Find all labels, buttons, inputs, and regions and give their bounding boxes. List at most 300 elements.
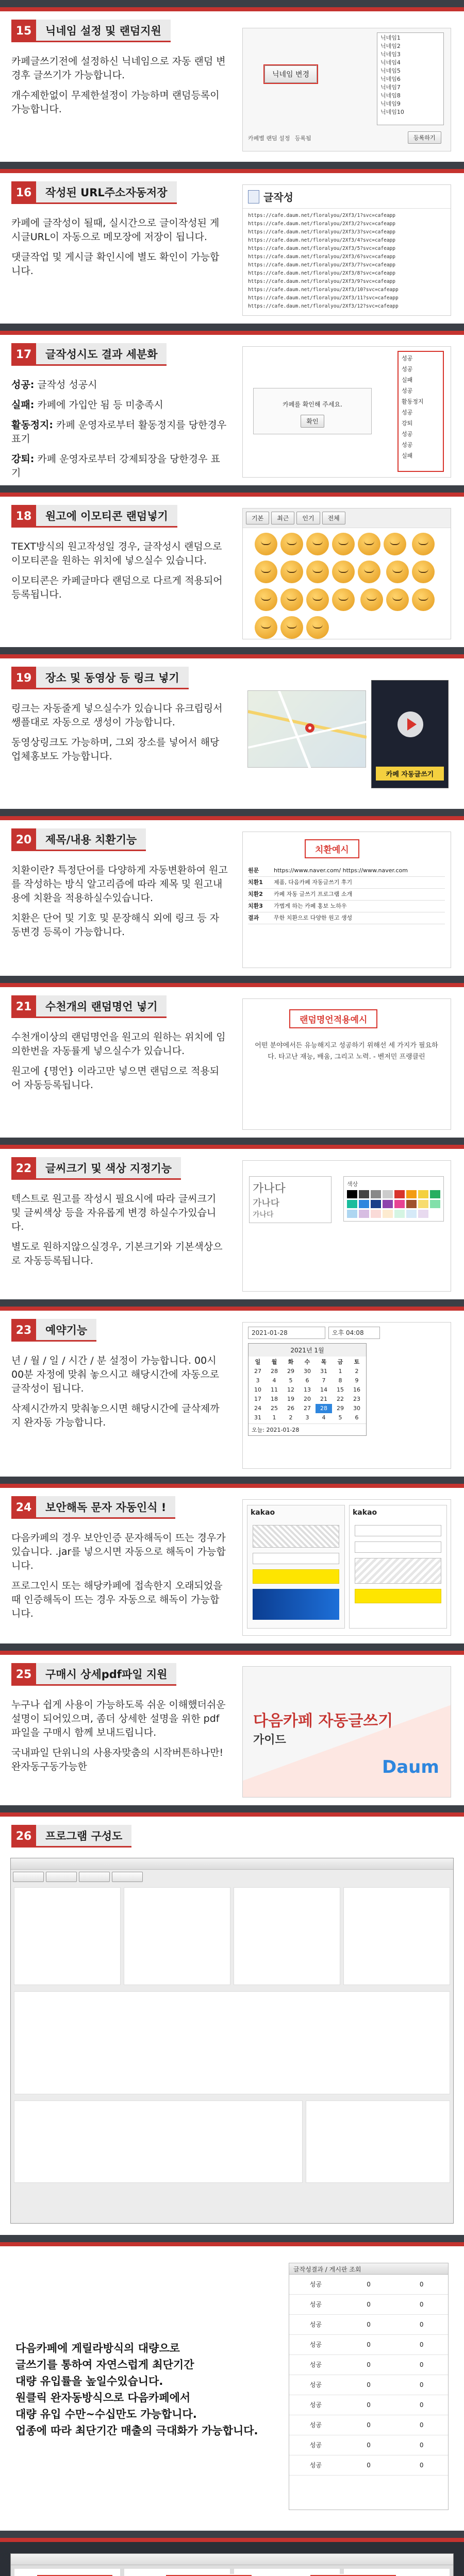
calendar-day[interactable]: 23	[353, 1396, 360, 1402]
table-cell: 성공	[309, 2442, 322, 2449]
calendar-day[interactable]: 18	[271, 1396, 278, 1402]
result-line: 활동정지: 카페 운영자로부터 활동정지를 당한경우 표기	[11, 419, 227, 445]
color-swatch[interactable]	[430, 1190, 440, 1198]
color-swatch[interactable]	[383, 1190, 393, 1198]
captcha-window-right	[349, 1505, 447, 1629]
list-item[interactable]: 닉네임9	[380, 100, 401, 107]
video-thumbnail[interactable]	[371, 680, 449, 788]
promo-text	[15, 2340, 273, 2439]
emoticon-icon[interactable]	[255, 616, 277, 639]
emoticon-tab[interactable]: 전체	[322, 512, 345, 524]
emoticon-icon[interactable]	[386, 588, 409, 611]
calendar-day[interactable]: 12	[287, 1386, 294, 1393]
url-save-screenshot	[242, 184, 451, 316]
section-title: 닉네임 설정 및 랜덤지원	[36, 20, 171, 42]
list-item[interactable]: 닉네임3	[380, 51, 401, 58]
desc-paragraph: 원고에 {명언} 이라고만 넣으면 랜덤으로 적용되어 자동등록됩니다.	[11, 1065, 220, 1091]
section-description	[11, 55, 228, 123]
result-cell: 강퇴	[402, 420, 413, 427]
table-cell: 0	[419, 2401, 424, 2409]
table-cell: 0	[419, 2301, 424, 2308]
desc-paragraph: 댓글작업 및 게시글 확인시에 별도 확인이 가능합니다.	[11, 251, 220, 277]
section-separator	[0, 2235, 464, 2242]
section-25	[0, 1651, 464, 1805]
video-caption: 카페 자동글쓰기	[376, 767, 444, 781]
result-cell: 실패	[402, 452, 413, 459]
section-separator	[0, 1643, 464, 1651]
toolbar-button[interactable]	[13, 1872, 44, 1882]
desc-paragraph: 치환은 단어 및 기호 및 문장해식 외에 링크 등 자동변경 등록이 가능합니다.	[11, 912, 220, 938]
table-cell: 0	[367, 2341, 371, 2348]
section-separator	[0, 324, 464, 331]
color-swatch[interactable]	[359, 1190, 369, 1198]
section-header	[11, 181, 177, 204]
result-table-title: 글작성결과 / 게시판 조회	[289, 2263, 448, 2275]
alert-message: 카페를 확인해 주세요.	[283, 401, 342, 408]
url-line: https://cafe.daum.net/floralyou/2Xf3/10?svc=cafeapp	[248, 287, 399, 293]
captcha-window-left	[247, 1505, 345, 1629]
desc-paragraph: 링크는 자동줄게 넣으실수가 있습니다 유크립링서 쌩플대로 자동으로 생성이 가능합니다.	[11, 703, 223, 728]
url-line: https://cafe.daum.net/floralyou/2Xf3/5?svc=cafeapp	[248, 246, 395, 251]
section-separator	[0, 2531, 464, 2538]
section-20	[0, 816, 464, 976]
emoticon-icon[interactable]	[358, 533, 380, 555]
url-line: https://cafe.daum.net/floralyou/2Xf3/11?svc=cafeapp	[248, 295, 399, 301]
table-row	[289, 2355, 448, 2375]
captcha-image	[355, 1558, 441, 1584]
program-window	[10, 1858, 454, 2224]
random-setting-label: 카페별 랜덤 설정	[248, 135, 290, 142]
captcha-submit-button[interactable]	[253, 1569, 339, 1584]
alert-dialog	[253, 388, 372, 434]
emoticon-icon[interactable]	[306, 561, 329, 583]
section-separator	[0, 809, 464, 816]
calendar-day[interactable]: 21	[320, 1396, 327, 1402]
section-header	[11, 343, 167, 366]
table-cell: 성공	[309, 2462, 322, 2469]
pdf-title: 다음카페 자동글쓰기	[253, 1712, 393, 1730]
calendar-day[interactable]: 4	[322, 1414, 326, 1421]
map-icon	[248, 691, 367, 768]
desc-paragraph: 별도로 원하지않으실경우, 기본크기와 기본색상으로 자동등록됩니다.	[11, 1241, 223, 1266]
section-23	[0, 1307, 464, 1477]
section-title: 장소 및 동영상 등 링크 넣기	[36, 667, 189, 689]
substitution-badge: 치환예시	[305, 839, 359, 858]
color-swatch[interactable]	[430, 1200, 440, 1208]
calendar-day[interactable]: 28	[271, 1368, 278, 1375]
section-title: 프로그램 구성도	[36, 1825, 131, 1848]
calendar-grid	[248, 1357, 366, 1423]
emoticon-icon[interactable]	[306, 533, 329, 555]
manuscript-editor[interactable]	[14, 1991, 450, 2094]
section-description	[11, 1354, 228, 1436]
list-item[interactable]: 닉네임8	[380, 92, 401, 99]
desc-paragraph: TEXT방식의 원고작성일 경우, 글작성시 랜덤으로 이모티콘을 원하는 위치에 넣으실수 있습니다.	[11, 541, 222, 566]
result-screenshot	[242, 346, 451, 478]
calendar-day[interactable]: 26	[287, 1405, 294, 1412]
notepad-header	[243, 185, 451, 209]
section-header	[11, 1663, 176, 1686]
link-screenshot	[242, 670, 451, 801]
list-item[interactable]: 닉네임7	[380, 84, 401, 91]
section-description	[11, 1192, 228, 1274]
table-cell: 0	[367, 2281, 371, 2288]
nickname-change-button[interactable]: 닉네임 변경	[264, 65, 317, 83]
calendar-day[interactable]: 4	[272, 1377, 276, 1384]
section-title: 글작성시도 결과 세분화	[36, 343, 167, 366]
desc-paragraph: 누구나 쉽게 사용이 가능하도록 쉬운 이해했더쉬운 설명이 되어있으며, 좀더 상세한 설명을 위한 pdf파일을 구매시 함께 보내드립니다.	[11, 1699, 226, 1738]
color-swatch[interactable]	[430, 1210, 440, 1218]
section-number: 16	[11, 181, 36, 204]
section-description	[11, 702, 228, 770]
color-swatch[interactable]	[383, 1200, 393, 1208]
color-swatch[interactable]	[371, 1210, 381, 1218]
calendar-today[interactable]: 오늘: 2021-01-28	[248, 1423, 366, 1435]
url-line: https://cafe.daum.net/floralyou/2Xf3/1?svc=cafeapp	[248, 213, 395, 218]
section-description	[11, 1698, 228, 1780]
account-panel[interactable]	[14, 1887, 121, 1985]
emoticon-icon[interactable]	[386, 561, 409, 583]
table-cell: 0	[367, 2301, 371, 2308]
calendar-day[interactable]: 28	[316, 1404, 332, 1413]
id-field[interactable]	[355, 1525, 441, 1536]
section-title: 원고에 이모티콘 랜덤넣기	[36, 505, 177, 528]
board-panel[interactable]	[234, 1887, 340, 1985]
calendar-day[interactable]: 30	[353, 1405, 360, 1412]
table-cell: 성공	[309, 2421, 322, 2429]
calendar-day[interactable]: 22	[337, 1396, 344, 1402]
quote-text: 어떤 분야에서든 유능해지고 성공하기 위해선 세 가지가 필요하다. 타고난 재능, 배움, 그리고 노력. - 벤저민 프랭클린	[255, 1042, 438, 1061]
section-18	[0, 493, 464, 647]
url-line: https://cafe.daum.net/floralyou/2Xf3/9?svc=cafeapp	[248, 279, 395, 284]
notepad-title: 글작성	[263, 191, 293, 204]
calendar-day[interactable]: 7	[322, 1377, 326, 1384]
table-row: 치환2 카페 자동 글쓰기 프로그램 소개	[248, 889, 445, 901]
table-cell: 성공	[309, 2341, 322, 2348]
table-cell: 성공	[309, 2401, 322, 2409]
play-icon[interactable]	[397, 711, 423, 737]
calendar-day[interactable]: 24	[254, 1405, 261, 1412]
cafe-panel[interactable]	[124, 1887, 230, 1985]
url-line: https://cafe.daum.net/floralyou/2Xf3/6?svc=cafeapp	[248, 254, 395, 260]
result-cell: 성공	[402, 431, 413, 437]
section-header	[11, 828, 146, 851]
list-item[interactable]: 닉네임1	[380, 35, 401, 41]
pdf-guide-screenshot	[242, 1666, 451, 1798]
emoticon-icon[interactable]	[412, 533, 435, 555]
table-row	[289, 2295, 448, 2315]
flow-callout	[309, 2574, 397, 2576]
calendar-day[interactable]: 13	[304, 1386, 311, 1393]
calendar-day[interactable]: 5	[338, 1414, 342, 1421]
alert-ok-button[interactable]: 확인	[301, 415, 324, 428]
calendar-day[interactable]: 3	[305, 1414, 309, 1421]
nickname-list[interactable]	[377, 32, 444, 125]
section-26	[0, 1812, 464, 2235]
date-picker[interactable]: 2021-01-28	[248, 1327, 325, 1339]
toolbar-button[interactable]	[79, 1872, 110, 1882]
table-cell: 0	[367, 2462, 371, 2469]
calendar-day[interactable]: 25	[271, 1405, 278, 1412]
section-number: 18	[11, 505, 36, 528]
calendar-day[interactable]: 2	[289, 1414, 293, 1421]
section-number: 21	[11, 995, 36, 1018]
settings-panel[interactable]	[343, 1887, 450, 1985]
color-swatch[interactable]	[406, 1190, 417, 1198]
promo-line: 대량 유입 수만~수십만도 가능합니다.	[15, 2408, 197, 2420]
promo-line: 원클릭 완자동방식으로 다음카페에서	[15, 2392, 191, 2404]
color-swatch[interactable]	[418, 1190, 428, 1198]
desc-paragraph: 년 / 월 / 일 / 시간 / 분 설정이 가능합니다. 00시00분 자정에 맞춰 놓으시고 해당시간에 자동으로 글작성이 됩니다.	[11, 1355, 220, 1394]
section-description	[11, 1531, 228, 1627]
result-cell: 성공	[402, 355, 413, 362]
color-swatch[interactable]	[359, 1210, 369, 1218]
program-panels	[11, 1884, 453, 1988]
calendar-day[interactable]: 2	[355, 1368, 359, 1375]
calendar-day[interactable]: 17	[254, 1396, 261, 1402]
calendar-day[interactable]: 30	[304, 1368, 311, 1375]
font-size-option[interactable]: 가나다	[253, 1211, 274, 1219]
emoticon-tab[interactable]: 인기	[296, 512, 320, 524]
emoticon-icon[interactable]	[280, 533, 303, 555]
section-separator	[0, 647, 464, 654]
calendar-day[interactable]: 15	[337, 1386, 344, 1393]
url-list	[243, 209, 451, 314]
map-image[interactable]	[247, 690, 366, 768]
calendar-day[interactable]: 10	[254, 1386, 261, 1393]
calendar-day[interactable]: 19	[287, 1396, 294, 1402]
section-title: 구매시 상세pdf파일 지원	[36, 1663, 176, 1686]
calendar-day[interactable]: 31	[254, 1414, 261, 1421]
desc-paragraph: 다음카페의 경우 보안인증 문자해독이 뜨는 경우가있습니다. .jar를 넣으시면 자동으로 해독이 가능합니다.	[11, 1532, 226, 1571]
table-cell: 성공	[309, 2381, 322, 2388]
color-swatch[interactable]	[347, 1200, 357, 1208]
table-row	[289, 2435, 448, 2455]
calendar-day[interactable]: 27	[254, 1368, 261, 1375]
emoticon-icon[interactable]	[255, 533, 277, 555]
color-swatch[interactable]	[394, 1200, 405, 1208]
login-button[interactable]	[355, 1589, 441, 1603]
calendar-day[interactable]: 20	[304, 1396, 311, 1402]
font-size-option[interactable]: 가나다	[253, 1182, 286, 1195]
result-table	[289, 2275, 448, 2476]
register-button[interactable]: 등록하기	[408, 131, 441, 144]
color-swatch[interactable]	[359, 1200, 369, 1208]
desc-paragraph: 수천개이상의 랜덤명언을 원고의 원하는 위치에 임의한번을 자동률게 넣으실수가 있습니다.	[11, 1031, 226, 1057]
section-number: 24	[11, 1496, 36, 1519]
kakao-logo: kakao	[353, 1509, 377, 1517]
section-16	[0, 169, 464, 324]
reservation-screenshot	[242, 1322, 451, 1469]
table-cell: 0	[419, 2341, 424, 2348]
color-swatch[interactable]	[394, 1210, 405, 1218]
calendar-day[interactable]: 16	[353, 1386, 360, 1393]
weekday-label: 목	[321, 1359, 327, 1365]
captcha-image	[253, 1525, 339, 1548]
time-picker[interactable]: 오후 04:08	[328, 1327, 380, 1339]
captcha-screenshot	[242, 1499, 451, 1636]
table-row: 결과 무한 치환으로 다양한 원고 생성	[248, 912, 445, 924]
pdf-subtitle: 가이드	[253, 1734, 286, 1747]
flow-titlebar	[11, 2554, 453, 2565]
emoticon-icon[interactable]	[412, 561, 435, 583]
section-number: 20	[11, 828, 36, 851]
emoticon-icon[interactable]	[280, 561, 303, 583]
color-swatch[interactable]	[406, 1200, 417, 1208]
section-title: 작성된 URL주소자동저장	[36, 181, 177, 204]
emoticon-tab[interactable]: 최근	[271, 512, 294, 524]
result-line: 성공: 글작성 성공시	[11, 379, 97, 391]
desc-paragraph: 텍스트로 원고를 작성시 필요시에 따라 글씨크기 및 글씨색상 등을 자유롭게 변경 하실수가있습니다.	[11, 1193, 217, 1232]
color-swatch[interactable]	[418, 1200, 428, 1208]
url-line: https://cafe.daum.net/floralyou/2Xf3/3?svc=cafeapp	[248, 229, 395, 235]
result-cell: 성공	[402, 387, 413, 394]
table-row	[289, 2395, 448, 2415]
emoticon-icon[interactable]	[306, 588, 329, 611]
emoticon-icon[interactable]	[280, 616, 303, 639]
color-swatch[interactable]	[371, 1190, 381, 1198]
promo-line: 업종에 따라 최단기간 매출의 극대화가 가능합니다.	[15, 2425, 258, 2437]
color-swatch[interactable]	[394, 1190, 405, 1198]
color-palette[interactable]	[343, 1176, 444, 1222]
section-title: 수천개의 랜덤명언 넣기	[36, 995, 167, 1018]
random-setting-value: 등록됨	[294, 135, 311, 142]
emoticon-icon[interactable]	[306, 616, 329, 639]
section-title: 보안해독 문자 자동인식 !	[36, 1496, 175, 1519]
option-panel[interactable]	[306, 2100, 450, 2183]
calendar-day[interactable]: 31	[320, 1368, 327, 1375]
list-item[interactable]: 닉네임4	[380, 59, 401, 66]
calendar-day[interactable]: 14	[320, 1386, 327, 1393]
desc-paragraph: 개수제한없이 무제한설정이 가능하며 랜덤등록이 가능합니다.	[11, 90, 220, 115]
section-header	[11, 505, 177, 528]
table-cell: 0	[419, 2421, 424, 2429]
emoticon-screenshot	[242, 508, 451, 639]
calendar-day[interactable]: 27	[304, 1405, 311, 1412]
color-swatch[interactable]	[406, 1210, 417, 1218]
captcha-input[interactable]	[253, 1553, 339, 1564]
emoticon-icon[interactable]	[412, 588, 435, 611]
calendar-popup	[248, 1343, 367, 1436]
emoticon-icon[interactable]	[280, 588, 303, 611]
emoticon-icon[interactable]	[255, 588, 277, 611]
calendar-day[interactable]: 3	[256, 1377, 260, 1384]
section-19	[0, 654, 464, 809]
emoticon-icon[interactable]	[332, 588, 355, 611]
table-cell: 0	[367, 2321, 371, 2328]
emoticon-icon[interactable]	[332, 533, 355, 555]
table-row	[289, 2335, 448, 2355]
calendar-month: 2021년 1월	[248, 1344, 366, 1357]
table-cell: 성공	[309, 2321, 322, 2328]
emoticon-icon[interactable]	[255, 561, 277, 583]
section-number: 17	[11, 343, 36, 366]
list-item[interactable]: 닉네임2	[380, 43, 401, 49]
section-header	[11, 1319, 96, 1342]
color-swatch[interactable]	[383, 1210, 393, 1218]
table-row	[289, 2375, 448, 2395]
emoticon-tab[interactable]: 기본	[246, 512, 269, 524]
desc-paragraph: 카페글쓰기전에 설정하신 닉네임으로 자동 랜덤 변경후 글쓰기가 가능합니다.	[11, 56, 226, 81]
desc-paragraph: 이모티콘은 카페글마다 랜덤으로 다르게 적용되어 등록됩니다.	[11, 575, 223, 600]
kakao-logo: kakao	[251, 1509, 275, 1517]
section-22	[0, 1145, 464, 1299]
flow-callout	[36, 2574, 113, 2576]
color-swatch[interactable]	[347, 1210, 357, 1218]
emoticon-icon[interactable]	[384, 533, 406, 555]
emoticon-grid	[243, 528, 451, 639]
calendar-day[interactable]: 5	[289, 1377, 293, 1384]
program-bottom	[11, 2097, 453, 2186]
palette-label: 색상	[347, 1181, 358, 1188]
toolbar-button[interactable]	[46, 1872, 77, 1882]
section-separator	[0, 162, 464, 169]
section-21	[0, 983, 464, 1138]
color-swatch[interactable]	[418, 1210, 428, 1218]
section-description	[11, 863, 228, 945]
calendar-day[interactable]: 29	[337, 1405, 344, 1412]
list-item[interactable]: 닉네임5	[380, 67, 401, 74]
promo-section	[0, 2242, 464, 2531]
table-row	[289, 2275, 448, 2295]
security-banner	[253, 1589, 339, 1620]
section-separator	[0, 1299, 464, 1307]
section-title: 예약기능	[36, 1319, 96, 1342]
promo-line: 다음카페에 게릴라방식의 대량으로	[15, 2342, 180, 2354]
color-swatch[interactable]	[347, 1190, 357, 1198]
calendar-day[interactable]: 11	[271, 1386, 278, 1393]
notepad-icon	[248, 190, 259, 204]
password-field[interactable]	[355, 1541, 441, 1553]
font-size-option[interactable]: 가나다	[253, 1198, 280, 1209]
flow-callout	[165, 2574, 253, 2576]
emoticon-icon[interactable]	[332, 561, 355, 583]
section-header	[11, 20, 171, 42]
table-cell: 0	[367, 2361, 371, 2368]
emoticon-icon[interactable]	[360, 588, 383, 611]
section-description	[11, 216, 228, 284]
table-cell: 0	[419, 2462, 424, 2469]
substitution-table	[248, 865, 445, 924]
weekday-label: 토	[354, 1359, 360, 1365]
calendar-day[interactable]: 6	[355, 1414, 359, 1421]
promo-line: 글쓰기를 통하여 자연스럽게 최단기간	[15, 2359, 194, 2371]
toolbar-button[interactable]	[112, 1872, 143, 1882]
list-item[interactable]: 닉네임10	[380, 109, 404, 115]
list-item[interactable]: 닉네임6	[380, 76, 401, 82]
calendar-day[interactable]: 1	[272, 1414, 276, 1421]
section-header	[11, 667, 189, 689]
calendar-day[interactable]: 6	[305, 1377, 309, 1384]
table-cell: 0	[419, 2361, 424, 2368]
desc-paragraph: 삭제시간까지 맞춰놓으시면 해당시간에 글삭제까지 완자동 가능합니다.	[11, 1403, 220, 1428]
section-number: 26	[11, 1825, 36, 1848]
result-cell: 활동정지	[402, 398, 424, 405]
calendar-day[interactable]: 29	[287, 1368, 294, 1375]
section-header	[11, 995, 167, 1018]
calendar-day[interactable]: 9	[355, 1377, 359, 1384]
result-line: 강퇴: 카페 운영자로부터 강제퇴장을 당한경우 표기	[11, 453, 220, 479]
color-swatch[interactable]	[371, 1200, 381, 1208]
desc-paragraph: 동영상링크도 가능하며, 그외 장소를 넣어서 해당 업체홍보도 가능합니다.	[11, 737, 220, 762]
table-cell: 0	[419, 2321, 424, 2328]
emoticon-icon[interactable]	[358, 561, 380, 583]
calendar-day[interactable]: 1	[338, 1368, 342, 1375]
section-15	[0, 7, 464, 162]
emoticon-tabs	[243, 509, 451, 528]
calendar-day[interactable]: 8	[338, 1377, 342, 1384]
font-size-dropdown[interactable]	[249, 1176, 332, 1223]
